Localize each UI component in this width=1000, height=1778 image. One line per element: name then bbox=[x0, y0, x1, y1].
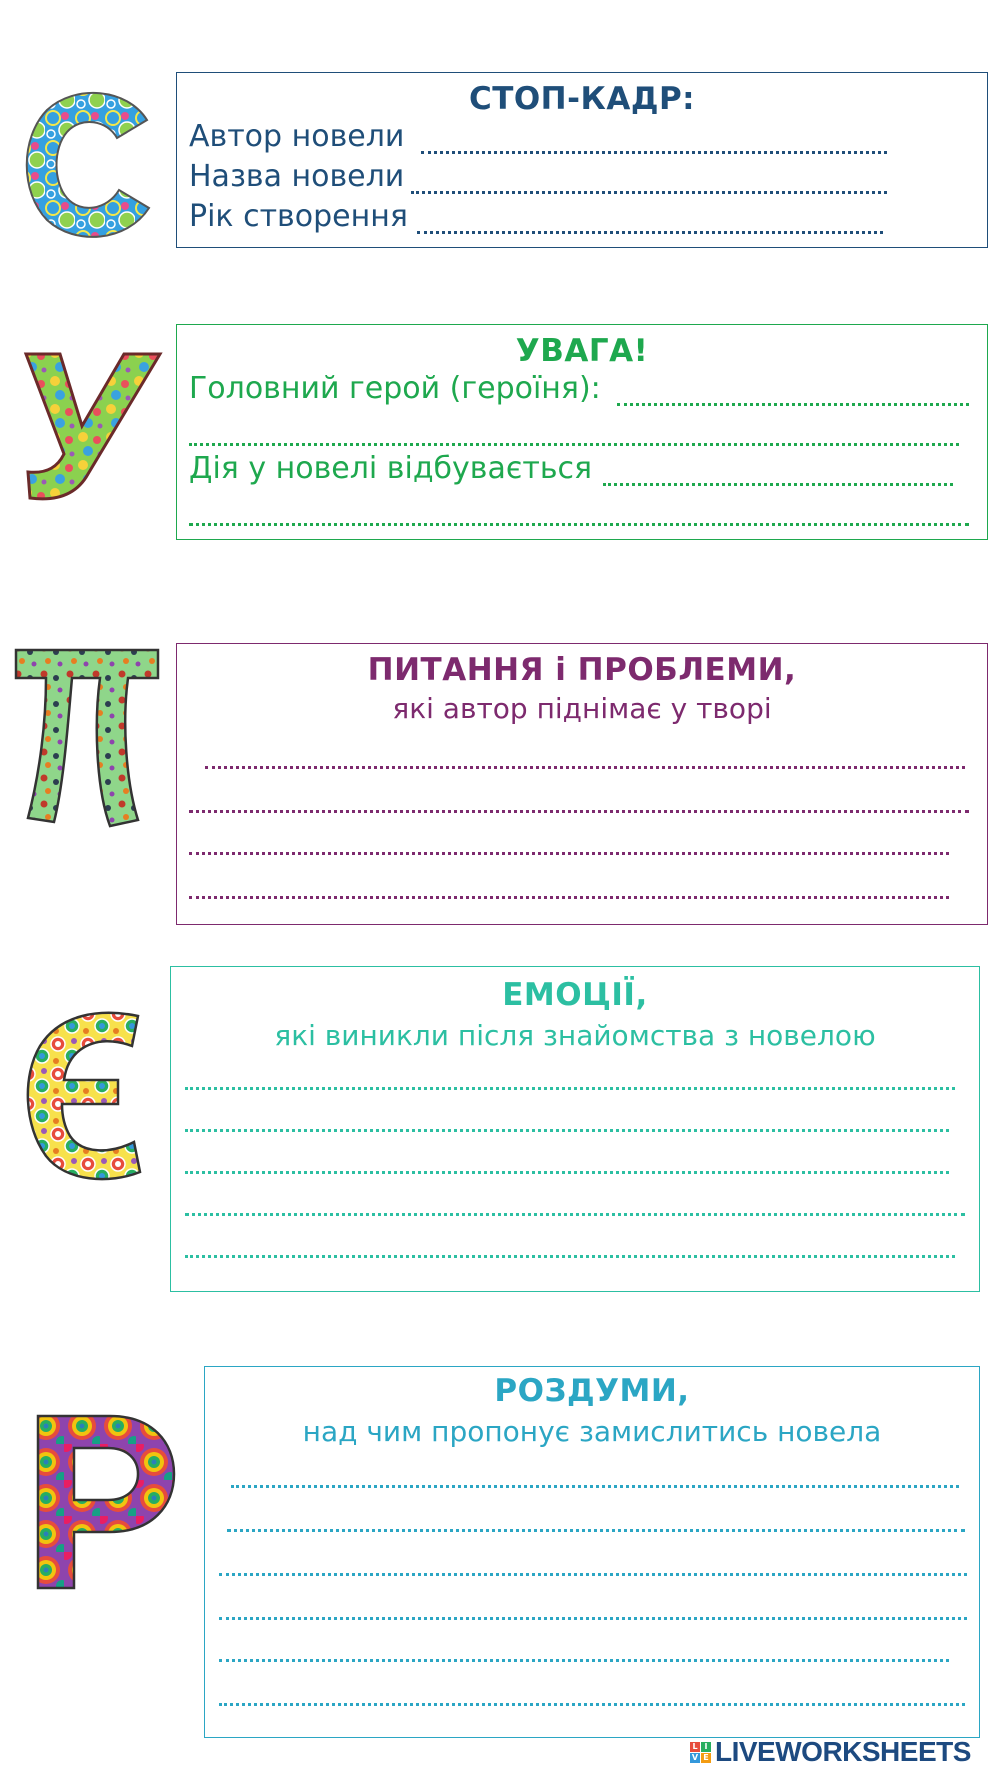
title-label: Назва новели bbox=[189, 159, 405, 194]
author-label: Автор новели bbox=[189, 119, 405, 154]
liveworksheets-logo-icon bbox=[690, 1742, 711, 1763]
emotions-input-line-5[interactable] bbox=[185, 1255, 955, 1258]
questions-title: ПИТАННЯ і ПРОБЛЕМИ, bbox=[367, 652, 797, 688]
reflections-title: РОЗДУМИ, bbox=[494, 1373, 690, 1409]
year-input[interactable] bbox=[417, 231, 883, 234]
questions-input-line-2[interactable] bbox=[189, 810, 969, 813]
logo-tile-l: L bbox=[690, 1742, 700, 1752]
questions-input-line-1[interactable] bbox=[205, 766, 965, 769]
questions-box bbox=[176, 643, 988, 925]
liveworksheets-logo[interactable] bbox=[690, 1736, 971, 1768]
logo-tile-e: E bbox=[701, 1753, 711, 1763]
reflections-input-line-1[interactable] bbox=[231, 1485, 959, 1488]
novel-title-input[interactable] bbox=[411, 191, 887, 194]
attention-title: УВАГА! bbox=[515, 333, 649, 369]
reflections-input-line-5[interactable] bbox=[219, 1659, 949, 1662]
questions-input-line-4[interactable] bbox=[189, 896, 949, 899]
questions-subtitle: які автор піднімає у творі bbox=[392, 692, 772, 725]
main-hero-input-line-2[interactable] bbox=[189, 443, 959, 446]
main-hero-label: Головний герой (героїня): bbox=[189, 371, 601, 406]
action-place-input[interactable] bbox=[603, 483, 953, 486]
emotions-input-line-1[interactable] bbox=[185, 1087, 955, 1090]
reflections-input-line-3[interactable] bbox=[219, 1573, 967, 1576]
action-place-label: Дія у новелі відбувається bbox=[189, 451, 593, 486]
emotions-input-line-2[interactable] bbox=[185, 1129, 949, 1132]
logo-tile-v: V bbox=[691, 1752, 699, 1762]
reflections-subtitle: над чим пропонує замислитись новела bbox=[302, 1415, 882, 1448]
decorative-letter-ye-icon bbox=[20, 1006, 150, 1186]
reflections-input-line-4[interactable] bbox=[219, 1617, 967, 1620]
attention-box bbox=[176, 324, 988, 540]
emotions-input-line-3[interactable] bbox=[185, 1171, 949, 1174]
main-hero-input[interactable] bbox=[617, 403, 969, 406]
reflections-box bbox=[204, 1366, 980, 1738]
emotions-title: ЕМОЦІЇ, bbox=[502, 977, 648, 1013]
stop-frame-title: СТОП-КАДР: bbox=[468, 81, 696, 117]
questions-input-line-3[interactable] bbox=[189, 852, 949, 855]
decorative-letter-s-icon bbox=[15, 80, 165, 250]
decorative-letter-p-icon bbox=[12, 642, 162, 832]
logo-tile-i: I bbox=[701, 1742, 711, 1752]
decorative-letter-r-icon bbox=[28, 1408, 178, 1598]
emotions-subtitle: які виникли після знайомства з новелою bbox=[274, 1019, 876, 1052]
author-input[interactable] bbox=[421, 151, 887, 154]
emotions-input-line-4[interactable] bbox=[185, 1213, 965, 1216]
year-label: Рік створення bbox=[189, 199, 408, 234]
emotions-box bbox=[170, 966, 980, 1292]
stop-frame-box bbox=[176, 72, 988, 248]
liveworksheets-brand: LIVEWORKSHEETS bbox=[715, 1736, 971, 1767]
action-place-input-line-2[interactable] bbox=[189, 523, 969, 526]
reflections-input-line-2[interactable] bbox=[227, 1529, 965, 1532]
reflections-input-line-6[interactable] bbox=[219, 1703, 965, 1706]
decorative-letter-u-icon bbox=[20, 346, 165, 506]
